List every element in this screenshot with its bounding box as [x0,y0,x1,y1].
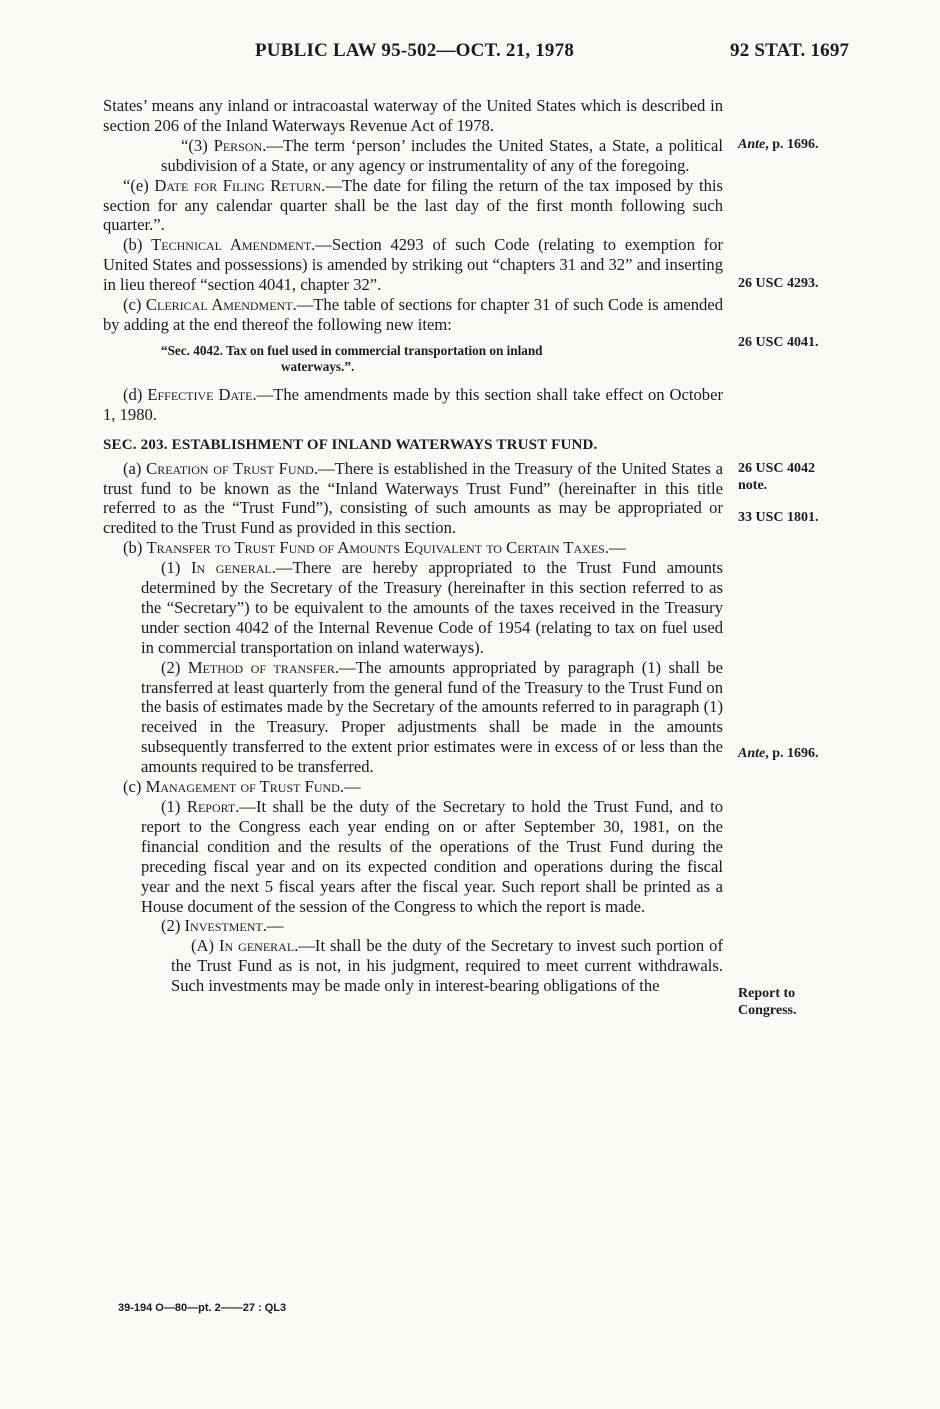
paragraph-investment-in-general: (A) In general.—It shall be the duty of the Secretary to invest such portion of the Trust Fund as is not, in his judgment, required to meet current withdrawals. Such investments may be made only in interest-bearing obligations of the [171,936,723,996]
margin-note-26-usc-4041: 26 USC 4041. [738,335,819,350]
paragraph-clerical-amendment: (c) Clerical Amendment.—The table of sections for chapter 31 of such Code is amended by adding at the end thereof the following new item: [103,295,723,334]
paragraph-technical-amendment: (b) Technical Amendment.—Section 4293 of such Code (relating to exemption for United States and possessions) is amended by striking out “chapters 31 and 32” and inserting in lieu thereof “section 4041, chapter 32”. [103,235,724,295]
margin-note-26-usc-4042-note: 26 USC 4042 note. [738,461,816,493]
heading-investment-in-general: In general [219,936,295,956]
paragraph-effective-date: (d) Effective Date.—The amendments made by this section shall take effect on October 1, 1980. [103,384,723,424]
paragraph-method-of-transfer: (2) Method of transfer.—The amounts appropriated by paragraph (1) shall be transferred at least quarterly from the general fund of the Treasury to the Trust Fund on the basis of estimates made by the Secretary of the amounts referred to in paragraph (1) received in the Treasury. Proper adjustments shall be made in the amounts subsequently transferred to the extent prior estimates were in excess of or less than the amounts required to be transferred. [141,657,723,777]
margin-note-26-usc-4293: 26 USC 4293. [738,276,819,291]
running-head-title: PUBLIC LAW 95-502—OCT. 21, 1978 [255,40,575,61]
paragraph-person-definition: “(3) Person.—The term ‘person’ includes the United States, a State, a political subdivision of a State, or any agency or instrumentality of any of the foregoing. [161,135,723,175]
paragraph-creation-of-trust-fund: (a) Creation of Trust Fund.—There is established in the Treasury of the United States a trust fund to be known as the “Inland Waterways Trust Fund” (hereinafter in this title referred to as the “Trust Fund”), consisting of such amounts as may be appropriated or credited to the Trust Fund as provided in this section. [103,458,723,538]
margin-note-ante-1696-second: Ante, p. 1696. [738,746,819,761]
paragraph-definition-continued: States’ means any inland or intracoastal waterway of the United States which is described in section 206 of the Inland Waterways Revenue Act of 1978. [103,96,723,135]
heading-effective-date: Effective Date [147,384,253,404]
heading-transfer-to-trust-fund: Transfer to Trust Fund of Amounts Equivalent to Certain Taxes [146,538,605,558]
statute-text [103,96,723,996]
heading-clerical-amendment: Clerical Amendment [145,295,293,315]
margin-note-report-to-congress: Report to Congress. [738,986,797,1018]
heading-creation-of-trust-fund: Creation of Trust Fund [146,458,314,478]
paragraph-transfer-to-trust-fund: (b) Transfer to Trust Fund of Amounts Equivalent to Certain Taxes.— [123,538,626,558]
heading-person: Person [213,135,263,155]
paragraph-investment: (2) Investment.— [161,916,284,936]
section-203-heading: SEC. 203. ESTABLISHMENT OF INLAND WATERWAYS TRUST FUND. [103,436,598,453]
print-job-footer: 39-194 O—80—pt. 2——27 : QL3 [118,1302,287,1314]
table-of-sections-item: “Sec. 4042. Tax on fuel used in commercial transportation on inland waterways.”. [161,342,543,374]
heading-management-of-trust-fund: Management of Trust Fund [145,777,340,797]
paragraph-management-of-trust-fund: (c) Management of Trust Fund.— [123,777,361,797]
paragraph-in-general-appropriation: (1) In general.—There are hereby appropriated to the Trust Fund amounts determined by the Secretary of the Treasury (hereinafter in this section referred to as the “Secretary”) to be equivalent to the amounts of the taxes received in the Treasury under section 4042 of the Internal Revenue Code of 1954 (relating to tax on fuel used in commercial transportation on inland waterways). [141,558,723,657]
heading-in-general: In general [190,558,272,578]
heading-date-for-filing: Date for Filing Return [154,175,322,195]
running-head-stat-page: 92 STAT. 1697 [730,40,850,61]
heading-method-of-transfer: Method of transfer [187,657,335,677]
paragraph-report: (1) Report.—It shall be the duty of the Secretary to hold the Trust Fund, and to report to the Congress each year ending on or after September 30, 1981, on the financial condition and the results of the operations of the Trust Fund during the preceding fiscal year and on its expected condition and operations during the fiscal year and the next 5 fiscal years after the fiscal year. Such report shall be printed as a House document of the session of the Congress to which the report is made. [141,797,724,916]
margin-note-ante-1696: Ante, p. 1696. [738,137,819,152]
margin-note-33-usc-1801: 33 USC 1801. [738,510,819,525]
heading-investment: Investment [184,916,263,936]
heading-technical-amendment: Technical Amendment [151,235,312,255]
paragraph-date-for-filing: “(e) Date for Filing Return.—The date for filing the return of the tax imposed by this section for any calendar quarter shall be the last day of the first month following such quarter.”. [103,175,723,235]
heading-report: Report [186,797,236,816]
